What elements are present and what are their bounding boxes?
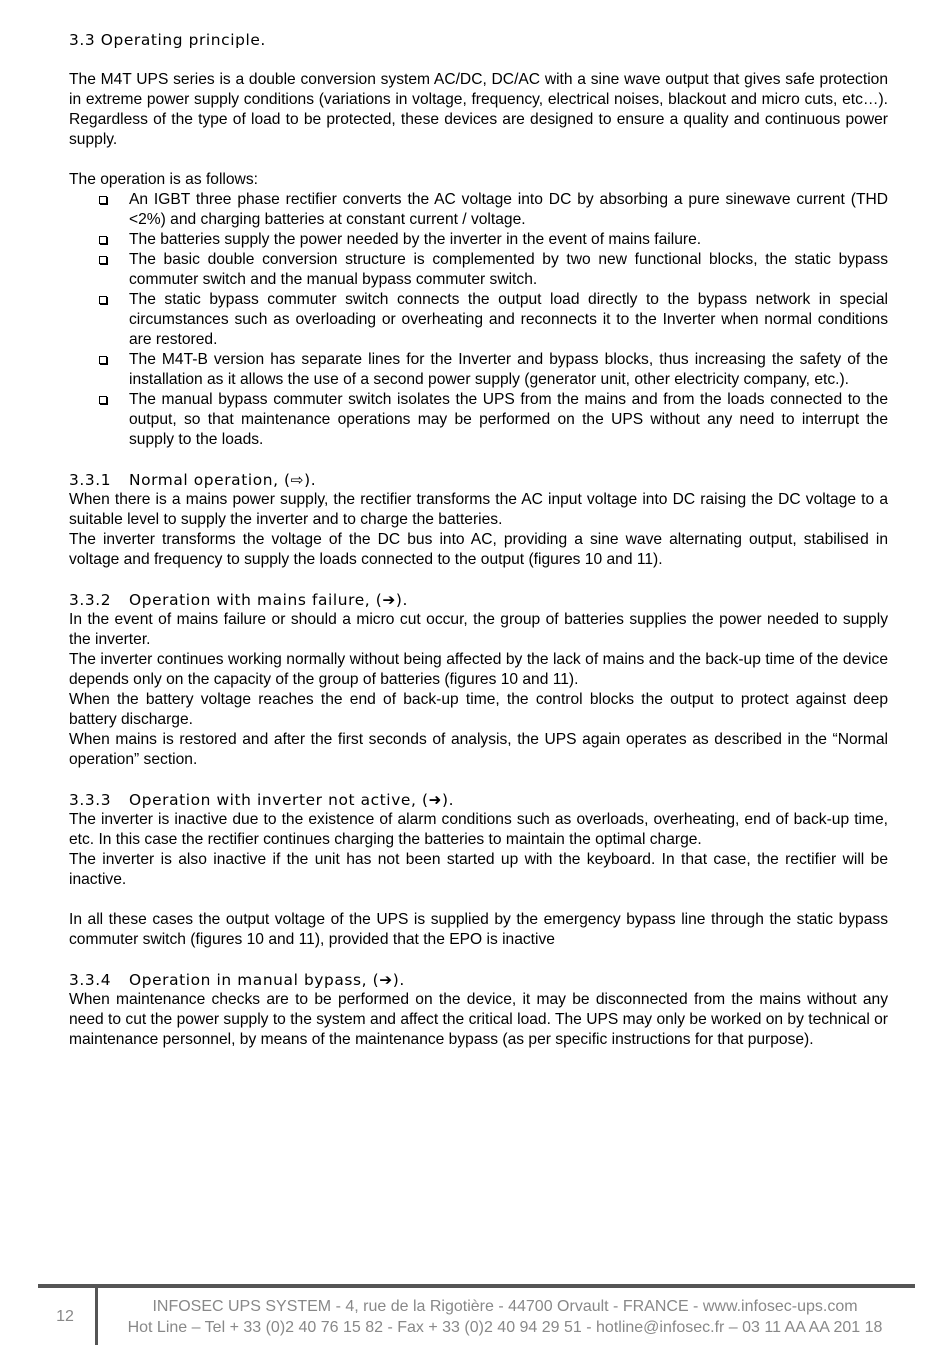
operation-lead: The operation is as follows: (69, 171, 258, 188)
footer-vertical-divider (95, 1288, 98, 1345)
list-item: The batteries supply the power needed by the inverter in the event of mains failure. (69, 230, 888, 250)
paragraph: When the battery voltage reaches the end of back-up time, the control blocks the output to protect against deep battery discharge. (69, 691, 888, 728)
list-item: The basic double conversion structure is complemented by two new functional blocks, the static bypass commuter switch and the manual bypass commuter switch. (69, 250, 888, 290)
subsection-title-mains-failure: 3.3.2 Operation with mains failure, (➔). (69, 591, 408, 609)
list-item: An IGBT three phase rectifier converts the AC voltage into DC by absorbing a pure sinewave current (THD <2%) and charging batteries at constant current / voltage. (69, 190, 888, 230)
operation-list (69, 190, 888, 450)
paragraph: In the event of mains failure or should a micro cut occur, the group of batteries supplies the power needed to supply the inverter. (69, 611, 888, 648)
paragraph: In all these cases the output voltage of the UPS is supplied by the emergency bypass line through the static bypass commuter switch (figures 10 and 11), provided that the EPO is inactive (69, 911, 888, 948)
paragraph: When mains is restored and after the first seconds of analysis, the UPS again operates as described in the “Normal operation” section. (69, 731, 888, 768)
page-number: 12 (56, 1308, 74, 1325)
footer-address: INFOSEC UPS SYSTEM - 4, rue de la Rigotière - 44700 Orvault - FRANCE - www.infosec-ups.com (152, 1298, 858, 1315)
intro-paragraph: The M4T UPS series is a double conversion system AC/DC, DC/AC with a sine wave output that gives safe protection in extreme power supply conditions (variations in voltage, frequency, electrical noises, blackout and micro cuts, etc…). Regardless of the type of load to be protected, these devices are designed to ensure a quality and continuous power supply. (69, 71, 888, 148)
document-body (69, 30, 888, 1050)
checkbox-bullet-icon (99, 236, 107, 244)
checkbox-bullet-icon (99, 356, 107, 364)
footer-divider (38, 1284, 915, 1288)
paragraph: The inverter is also inactive if the unit has not been started up with the keyboard. In that case, the rectifier will be inactive. (69, 851, 888, 888)
checkbox-bullet-icon (99, 256, 107, 264)
footer-hotline: Hot Line – Tel + 33 (0)2 40 76 15 82 - Fax + 33 (0)2 40 94 29 51 - hotline@infosec.fr – 03 11 AA AA 201 18 (127, 1319, 883, 1336)
subsection-title-manual-bypass: 3.3.4 Operation in manual bypass, (➔). (69, 971, 405, 989)
paragraph: The inverter is inactive due to the existence of alarm conditions such as overloads, overheating, end of back-up time, etc. In this case the rectifier continues charging the batteries to maintain the optimal charge. (69, 811, 888, 848)
list-item: The M4T-B version has separate lines for the Inverter and bypass blocks, thus increasing the safety of the installation as it allows the use of a second power supply (generator unit, other electricity company, etc.). (69, 350, 888, 390)
subsection-title-normal-operation: 3.3.1 Normal operation, (⇨). (69, 471, 317, 489)
checkbox-bullet-icon (99, 296, 107, 304)
footer-contact (100, 1296, 910, 1338)
subsection-title-inverter-not-active: 3.3.3 Operation with inverter not active, (➜). (69, 791, 455, 809)
list-item: The static bypass commuter switch connects the output load directly to the bypass network in special circumstances such as overloading or overheating and reconnects it to the Inverter when normal conditions are restored. (69, 290, 888, 350)
paragraph: When maintenance checks are to be performed on the device, it may be disconnected from the mains without any need to cut the power supply to the system and affect the critical load. The UPS may only be worked on by technical or maintenance personnel, by means of the maintenance bypass (as per specific instructions for that purpose). (69, 991, 888, 1048)
paragraph: The inverter continues working normally without being affected by the lack of mains and the back-up time of the device depends only on the capacity of the group of batteries (figures 10 and 11). (69, 651, 888, 688)
checkbox-bullet-icon (99, 196, 107, 204)
checkbox-bullet-icon (99, 396, 107, 404)
paragraph: The inverter transforms the voltage of the DC bus into AC, providing a sine wave alternating output, stabilised in voltage and frequency to supply the loads connected to the output (figures 10 and 11). (69, 531, 888, 568)
list-item: The manual bypass commuter switch isolates the UPS from the mains and from the loads connected to the output, so that maintenance operations may be performed on the UPS without any need to interrupt the supply to the loads. (69, 390, 888, 450)
paragraph: When there is a mains power supply, the rectifier transforms the AC input voltage into DC raising the DC voltage to a suitable level to supply the inverter and to charge the batteries. (69, 491, 888, 528)
section-title: 3.3 Operating principle. (69, 31, 266, 49)
